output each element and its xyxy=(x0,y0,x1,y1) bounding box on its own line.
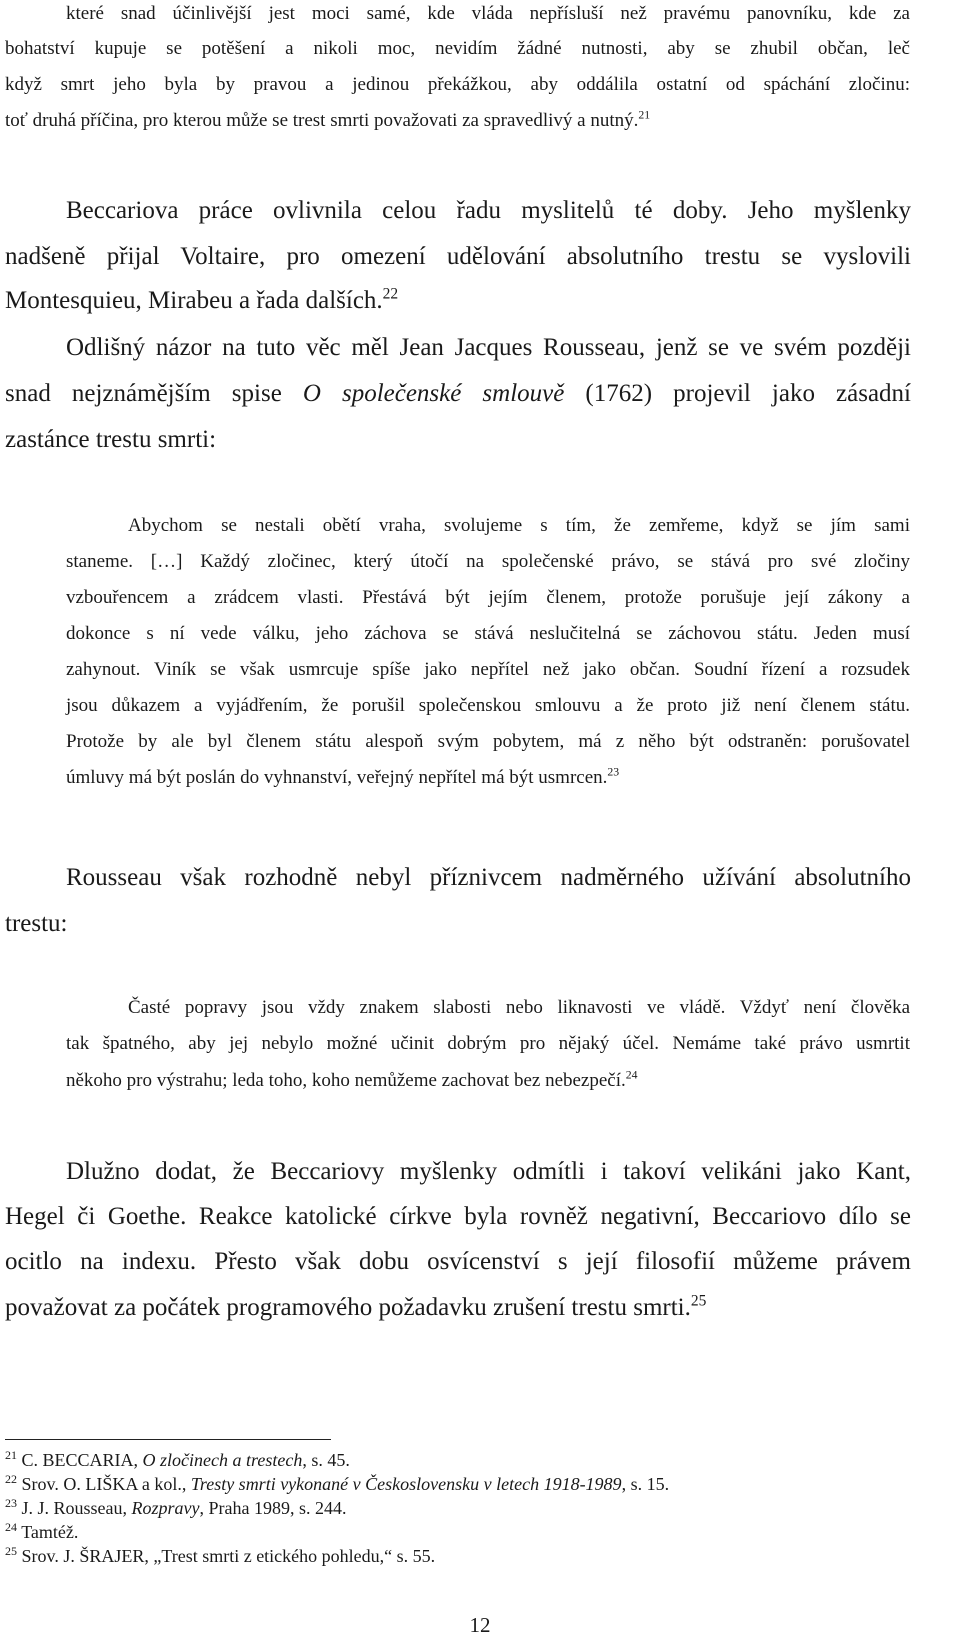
quote2-line-1: Časté popravy jsou vždy znakem slabosti nebo liknavosti ve vládě. Vždyť není člověka xyxy=(128,997,910,1018)
footnote-21 xyxy=(5,1450,350,1471)
footnote-24 xyxy=(5,1522,78,1543)
quote1-line-1: Abychom se nestali obětí vraha, svolujeme s tím, že zemřeme, když se jím sami xyxy=(128,515,910,536)
footnote-text: , s. 15. xyxy=(621,1474,670,1494)
footnote-text: C. BECCARIA, xyxy=(21,1450,143,1470)
para2-line-1: Beccariova práce ovlivnila celou řadu myslitelů té doby. Jeho myšlenky xyxy=(66,197,911,224)
quote2-line-3-text: někoho pro výstrahu; leda toho, koho nemůžeme zachovat bez nebezpečí. xyxy=(66,1070,626,1091)
footnote-text: , s. 45. xyxy=(302,1450,350,1470)
para1-line-4 xyxy=(5,110,650,132)
para4-line-1: Rousseau však rozhodně nebyl příznivcem nadměrného užívání absolutního xyxy=(66,864,911,891)
para5-line-1: Dlužno dodat, že Beccariovy myšlenky odmítli i takoví velikáni jako Kant, xyxy=(66,1158,911,1185)
footnote-22 xyxy=(5,1474,669,1495)
para5-line-4-text: považovat za počátek programového požadavku zrušení trestu smrti. xyxy=(5,1294,691,1321)
para1-line-3: když smrt jeho byla by pravou a jedinou překážkou, aby oddálila ostatní od spáchání zločinu: xyxy=(5,74,910,95)
quote1-line-4: dokonce s ní vede válku, jeho záchova se stává neslučitelná se záchovou státu. Jeden musí xyxy=(66,623,910,644)
footnote-number: 24 xyxy=(5,1520,17,1534)
para3-line-2 xyxy=(5,380,911,408)
quote1-line-3: vzbouřencem a zrádcem vlasti. Přestává být jejím členem, protože porušuje její zákony a xyxy=(66,587,910,608)
footnote-ref-22: 22 xyxy=(382,285,399,303)
quote2-line-3 xyxy=(66,1070,638,1092)
footnote-text: Srov. O. LIŠKA a kol., xyxy=(21,1474,191,1494)
para3-text-before: snad nejznámějším spise xyxy=(5,380,282,407)
footnote-ref-25: 25 xyxy=(690,1292,707,1310)
footnote-title: O zločinech a trestech xyxy=(142,1450,303,1470)
para1-line-4-text: toť druhá příčina, pro kterou může se trest smrti považovati za spravedlivý a nutný. xyxy=(5,110,639,131)
quote1-line-7: Protože by ale byl členem státu alespoň svým pobytem, má z něho být odstraněn: porušovatel xyxy=(66,731,910,752)
para3-line-1: Odlišný názor na tuto věc měl Jean Jacques Rousseau, jenž se ve svém později xyxy=(66,334,911,361)
para2-line-3-text: Montesquieu, Mirabeu a řada dalších. xyxy=(5,287,383,314)
footnote-title: Rozpravy xyxy=(131,1498,200,1518)
footnote-ref-23: 23 xyxy=(607,765,620,779)
book-title: O společenské smlouvě xyxy=(302,380,565,407)
para5-line-3: ocitlo na indexu. Přesto však dobu osvícenství s její filosofií můžeme právem xyxy=(5,1248,911,1275)
para1-line-2: bohatství kupuje se potěšení a nikoli moc, nevidím žádné nutnosti, aby se zhubil občan, leč xyxy=(5,38,910,59)
quote2-line-2: tak špatného, aby jej nebylo možné učinit dobrým pro nějaký účel. Nemáme také právo usmrtit xyxy=(66,1033,910,1054)
footnote-text: , Praha 1989, s. 244. xyxy=(199,1498,347,1518)
footnote-ref-21: 21 xyxy=(638,108,651,122)
footnote-number: 21 xyxy=(5,1448,17,1462)
footnote-number: 22 xyxy=(5,1472,17,1486)
footnote-number: 23 xyxy=(5,1496,17,1510)
page-number: 12 xyxy=(469,1613,491,1637)
para5-line-4 xyxy=(5,1294,706,1322)
footnote-number: 25 xyxy=(5,1544,17,1558)
para4-line-2: trestu: xyxy=(5,910,68,937)
quote1-line-2: staneme. […] Každý zločinec, který útočí na společenské právo, se stává pro své zločiny xyxy=(66,551,910,572)
footnote-ref-24: 24 xyxy=(625,1068,638,1082)
quote1-line-8-text: úmluvy má být poslán do vyhnanství, veřejný nepřítel má být usmrcen. xyxy=(66,767,608,788)
quote1-line-6: jsou důkazem a vyjádřením, že porušil společenskou smlouvu a že proto již není členem státu. xyxy=(66,695,910,716)
para1-line-1: které snad účinlivější jest moci samé, kde vláda nepřísluší než pravému panovníku, kde za xyxy=(66,3,910,24)
footnote-separator xyxy=(5,1439,331,1440)
para2-line-3 xyxy=(5,287,398,315)
footnote-text: Srov. J. ŠRAJER, „Trest smrti z etického pohledu,“ s. 55. xyxy=(21,1546,436,1566)
footnote-title: Tresty smrti vykonané v Československu v letech 1918-1989 xyxy=(190,1474,622,1494)
para2-line-2: nadšeně přijal Voltaire, pro omezení udělování absolutního trestu se vyslovili xyxy=(5,243,911,270)
para5-line-2: Hegel či Goethe. Reakce katolické církve byla rovněž negativní, Beccariovo dílo se xyxy=(5,1203,911,1230)
footnote-text: Tamtéž. xyxy=(21,1522,79,1542)
footnote-23 xyxy=(5,1498,347,1519)
footnote-text: J. J. Rousseau, xyxy=(21,1498,132,1518)
quote1-line-5: zahynout. Viník se však usmrcuje spíše jako nepřítel než jako občan. Soudní řízení a rozsudek xyxy=(66,659,910,680)
para3-line-3: zastánce trestu smrti: xyxy=(5,426,217,453)
quote1-line-8 xyxy=(66,767,619,789)
footnote-25 xyxy=(5,1546,435,1567)
para3-text-after: (1762) projevil jako zásadní xyxy=(585,380,911,407)
